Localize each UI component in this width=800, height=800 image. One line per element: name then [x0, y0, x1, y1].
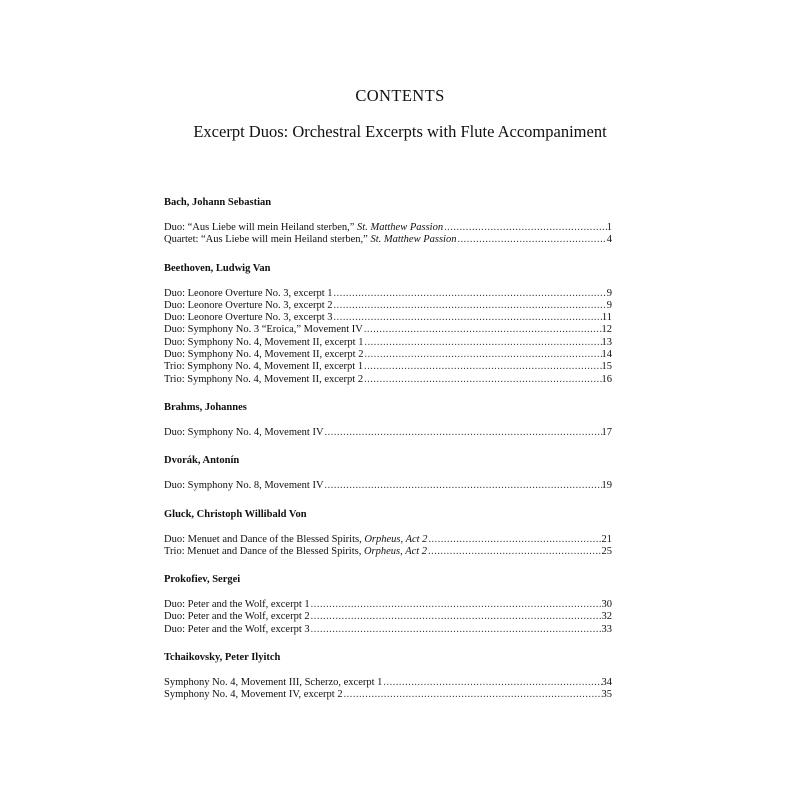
entry-title-text: Duo: Menuet and Dance of the Blessed Spirits, [164, 533, 365, 545]
toc-entry[interactable] [164, 611, 612, 623]
page-number: 11 [601, 312, 612, 324]
page-number: 33 [601, 623, 612, 635]
toc-entry[interactable] [164, 300, 612, 312]
dot-leader [456, 234, 606, 246]
entry-title-text: Duo: Peter and the Wolf, excerpt 1 [164, 599, 310, 611]
composer-heading: Bach, Johann Sebastian [164, 197, 272, 208]
entry-title-text: Duo: Peter and the Wolf, excerpt 3 [164, 623, 310, 635]
page-number: 34 [601, 677, 612, 689]
toc-entry[interactable] [164, 222, 612, 234]
entry-title [164, 689, 343, 701]
entry-title [164, 374, 363, 386]
entry-work-title: St. Matthew Passion [357, 222, 444, 233]
entry-title-text: Duo: Peter and the Wolf, excerpt 2 [164, 611, 310, 623]
entry-title-text: Quartet: “Aus Liebe will mein Heiland sterben,” [164, 234, 371, 246]
dot-leader [324, 427, 602, 439]
page-number: 32 [601, 611, 612, 623]
toc-entry[interactable] [164, 427, 612, 439]
composer-section [164, 573, 612, 636]
toc-entry[interactable] [164, 677, 612, 689]
entry-title-text: Duo: Symphony No. 3 “Eroica,” Movement IV [164, 324, 363, 336]
toc-entry[interactable] [164, 546, 612, 558]
toc-entry[interactable] [164, 480, 612, 492]
composer-section [164, 508, 612, 559]
page-number: 15 [601, 361, 612, 373]
dot-leader [363, 349, 601, 361]
entry-title-text: Duo: Leonore Overture No. 3, excerpt 1 [164, 287, 333, 299]
entry-title-text: Symphony No. 4, Movement III, Scherzo, excerpt 1 [164, 677, 383, 689]
entry-work-title: St. Matthew Passion [370, 234, 457, 246]
page-number: 30 [601, 599, 612, 611]
entry-title [164, 624, 310, 636]
entry-title [164, 300, 333, 312]
dot-leader [363, 324, 602, 336]
entry-title-text: Duo: Leonore Overture No. 3, excerpt 3 [164, 312, 333, 324]
entry-title [164, 677, 382, 689]
dot-leader [310, 624, 602, 636]
page-number: 13 [601, 336, 612, 348]
composer-section [164, 454, 612, 492]
composer-heading: Brahms, Johannes [164, 401, 247, 413]
toc-entry[interactable] [164, 337, 612, 349]
entry-title [164, 222, 443, 234]
entry-title-text: Trio: Symphony No. 4, Movement II, excerpt 2 [164, 373, 364, 385]
toc-entry[interactable] [164, 624, 612, 636]
entry-title-text: Symphony No. 4, Movement IV, excerpt 2 [164, 689, 343, 701]
composer-section [164, 401, 612, 439]
entry-title [164, 611, 310, 623]
page-title: CONTENTS [355, 86, 445, 105]
toc-entry[interactable] [164, 374, 612, 386]
toc-entry[interactable] [164, 689, 612, 701]
page-number: 12 [601, 324, 612, 336]
entry-title [164, 480, 324, 492]
page-number: 21 [601, 533, 612, 545]
entry-title-text: Duo: Leonore Overture No. 3, excerpt 2 [164, 299, 333, 311]
entry-title [164, 427, 324, 439]
entry-title [164, 349, 363, 361]
entry-title [164, 234, 456, 246]
dot-leader [310, 611, 602, 623]
composer-heading: Gluck, Christoph Willibald Von [164, 508, 307, 520]
toc-entry[interactable] [164, 234, 612, 246]
dot-leader [333, 300, 607, 312]
toc-entry[interactable] [164, 288, 612, 300]
table-of-contents [164, 196, 612, 717]
entry-title-text: Trio: Menuet and Dance of the Blessed Spirits, [164, 545, 364, 557]
page-number: 35 [601, 689, 612, 701]
page-number: 19 [601, 480, 612, 492]
entry-title [164, 312, 333, 324]
composer-section [164, 262, 612, 386]
entry-work-title: Orpheus, Act 2 [364, 533, 428, 545]
toc-entry[interactable] [164, 349, 612, 361]
composer-section [164, 651, 612, 702]
entry-title [164, 534, 427, 546]
entry-title-text: Duo: Symphony No. 4, Movement IV [164, 426, 324, 438]
page-number: 14 [601, 349, 612, 361]
entry-title [164, 599, 310, 611]
dot-leader [333, 288, 607, 300]
toc-entry[interactable] [164, 324, 612, 336]
toc-entry[interactable] [164, 534, 612, 546]
composer-heading: Prokofiev, Sergei [164, 574, 241, 586]
toc-entry[interactable] [164, 361, 612, 373]
entry-title [164, 288, 333, 300]
dot-leader [343, 689, 602, 701]
entry-title-text: Duo: Symphony No. 4, Movement II, excerpt 2 [164, 349, 364, 361]
dot-leader [363, 374, 601, 386]
dot-leader [363, 337, 601, 349]
entry-title-text: Duo: Symphony No. 4, Movement II, excerpt 1 [164, 336, 364, 348]
entry-title [164, 361, 363, 373]
page-number: 25 [601, 545, 612, 557]
page-number: 9 [606, 299, 612, 311]
dot-leader [324, 480, 602, 492]
dot-leader [382, 677, 601, 689]
entry-title-text: Trio: Symphony No. 4, Movement II, excerpt 1 [164, 361, 364, 373]
dot-leader [363, 361, 601, 373]
toc-entry[interactable] [164, 312, 612, 324]
dot-leader [310, 599, 602, 611]
dot-leader [427, 546, 601, 558]
page-number: 16 [601, 373, 612, 385]
page-subtitle: Excerpt Duos: Orchestral Excerpts with Flute Accompaniment [193, 122, 607, 141]
composer-heading: Beethoven, Ludwig Van [164, 262, 271, 274]
composer-heading: Dvorák, Antonín [164, 455, 240, 467]
entry-title [164, 337, 363, 349]
entry-title-text: Duo: “Aus Liebe will mein Heiland sterben,” [164, 222, 358, 233]
page-number: 4 [606, 234, 612, 246]
dot-leader [427, 534, 601, 546]
toc-entry[interactable] [164, 599, 612, 611]
dot-leader [333, 312, 602, 324]
entry-title [164, 546, 427, 558]
entry-title-text: Duo: Symphony No. 8, Movement IV [164, 480, 324, 492]
page-number: 9 [606, 287, 612, 299]
dot-leader [443, 222, 607, 234]
composer-section [164, 196, 612, 247]
entry-work-title: Orpheus, Act 2 [363, 545, 428, 557]
page-number: 17 [601, 426, 612, 438]
entry-title [164, 324, 363, 336]
composer-heading: Tchaikovsky, Peter Ilyitch [164, 652, 281, 664]
page-number: 1 [606, 222, 612, 233]
